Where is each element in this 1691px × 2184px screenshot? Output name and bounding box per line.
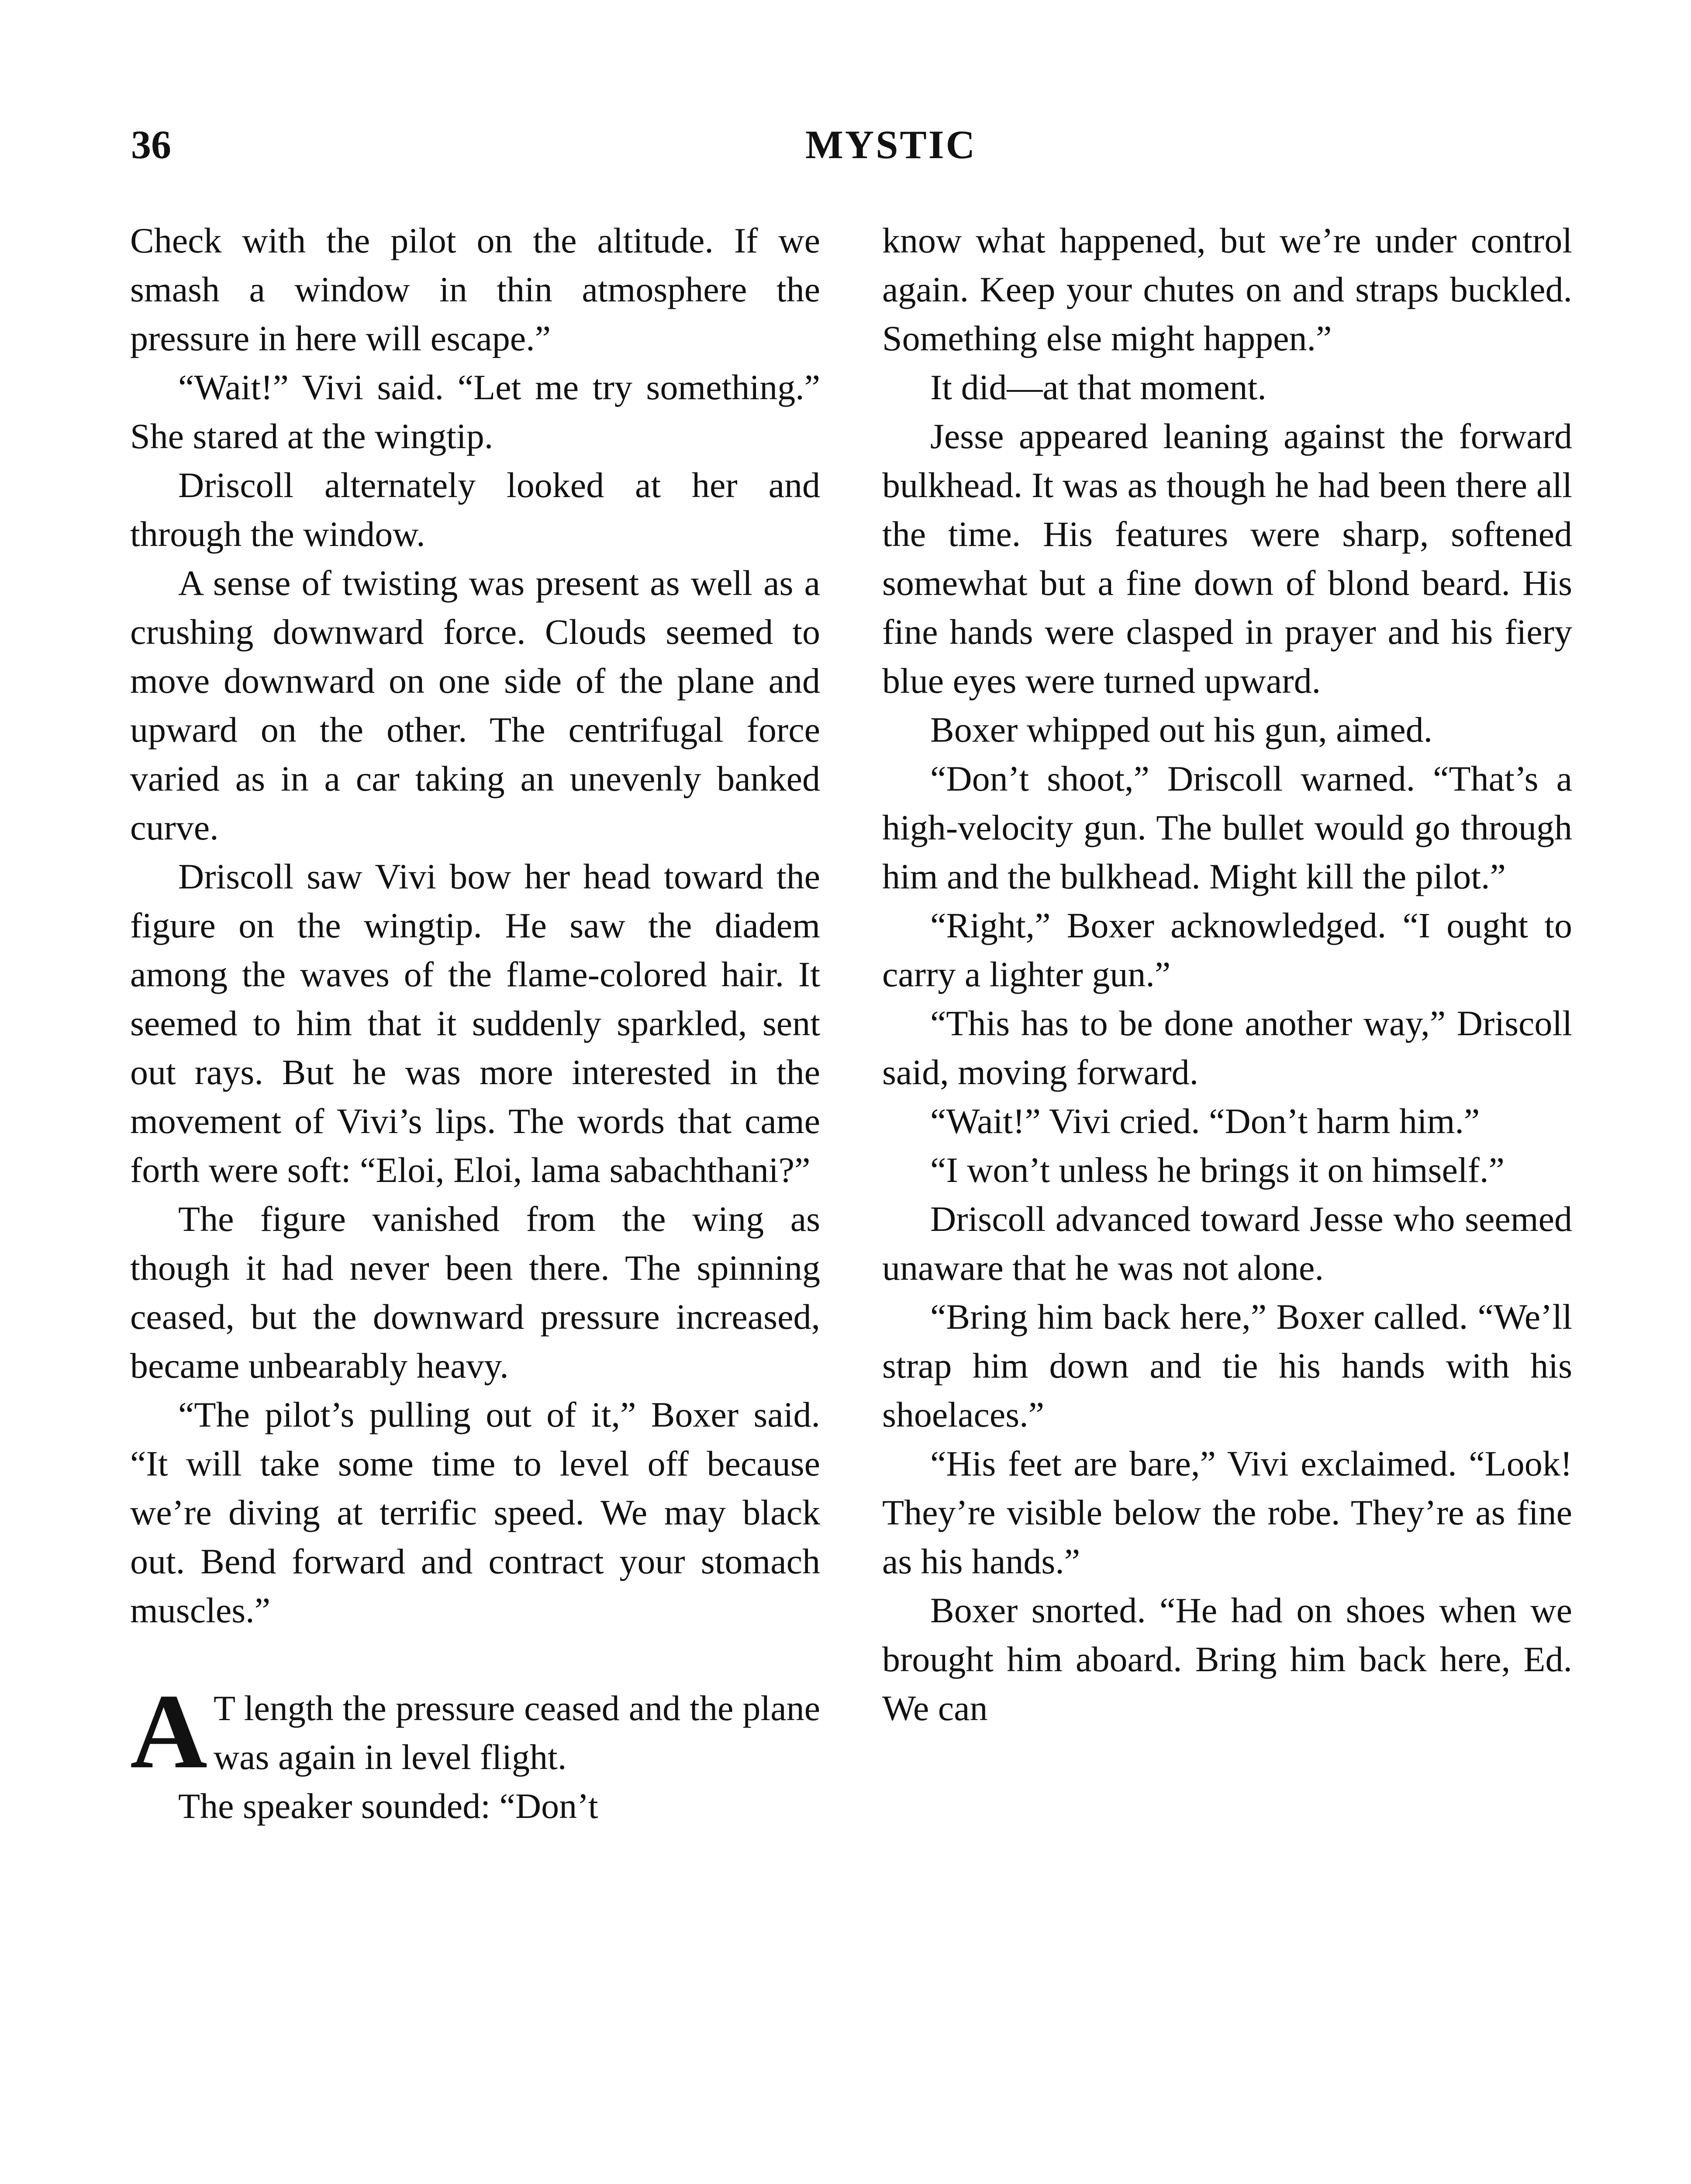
paragraph: know what happened, but we’re under control again. Keep your chutes on and straps buckled. Something else might happen.” — [882, 221, 1572, 358]
paragraph: It did—at that moment. — [930, 367, 1267, 407]
section-opening-text: T length the pressure ceased and the plane was again in level flight. — [213, 1688, 820, 1777]
paragraph: Driscoll advanced toward Jesse who seemed unaware that he was not alone. — [882, 1199, 1572, 1288]
paragraph: “This has to be done another way,” Driscoll said, moving forward. — [882, 1003, 1572, 1092]
paragraph: Boxer snorted. “He had on shoes when we brought him aboard. Bring him back here, Ed. We can — [882, 1590, 1572, 1728]
paragraph: A sense of twisting was present as well as a crushing downward force. Clouds seemed to move downward on one side of the plane and upward on the other. The centrifugal force varied as in a car taking an unevenly banked curve. — [130, 563, 820, 847]
paragraph: “Right,” Boxer acknowledged. “I ought to carry a lighter gun.” — [882, 905, 1572, 994]
paragraph: “I won’t unless he brings it on himself.” — [930, 1150, 1505, 1190]
paragraph: Driscoll saw Vivi bow her head toward the figure on the wingtip. He saw the diadem among the waves of the flame-colored hair. It seemed to him that it suddenly sparkled, sent out rays. But he was more interested in the movement of Vivi’s lips. The words that came forth were soft: “Eloi, Eloi, lama sabachthani?” — [130, 857, 820, 1190]
right-column — [882, 216, 1572, 1733]
drop-cap: A — [130, 1672, 207, 1790]
left-column — [130, 216, 820, 1831]
paragraph: “Bring him back here,” Boxer called. “We’ll strap him down and tie his hands with his shoelaces.” — [882, 1297, 1572, 1434]
paragraph: “Wait!” Vivi said. “Let me try something.” She stared at the wingtip. — [130, 367, 820, 456]
paragraph: The speaker sounded: “Don’t — [178, 1786, 598, 1826]
paragraph: “Wait!” Vivi cried. “Don’t harm him.” — [930, 1101, 1480, 1141]
paragraph: Driscoll alternately looked at her and through the window. — [130, 465, 820, 554]
paragraph: Jesse appeared leaning against the forward bulkhead. It was as though he had been there all the time. His features were sharp, softened somewhat but a fine down of blond beard. His fine hands were clasped in prayer and his fiery blue eyes were turned upward. — [882, 416, 1572, 701]
paragraph: Boxer whipped out his gun, aimed. — [930, 710, 1433, 750]
page-number: 36 — [131, 122, 171, 167]
paragraph: The figure vanished from the wing as though it had never been there. The spinning ceased, but the downward pressure increased, became unbearably heavy. — [130, 1199, 820, 1386]
section-opening-paragraph — [130, 1672, 820, 1790]
running-head: MYSTIC — [805, 122, 977, 167]
paragraph: “The pilot’s pulling out of it,” Boxer said. “It will take some time to level off because we’re diving at terrific speed. We may black out. Bend forward and contract your stomach muscles.” — [130, 1395, 820, 1630]
paragraph: Check with the pilot on the altitude. If we smash a window in thin atmosphere the pressure in here will escape.” — [130, 221, 820, 358]
paragraph: “Don’t shoot,” Driscoll warned. “That’s a high-velocity gun. The bullet would go through him and the bulkhead. Might kill the pilot.” — [882, 759, 1572, 896]
paragraph: “His feet are bare,” Vivi exclaimed. “Look! They’re visible below the robe. They’re as fine as his hands.” — [882, 1444, 1572, 1581]
